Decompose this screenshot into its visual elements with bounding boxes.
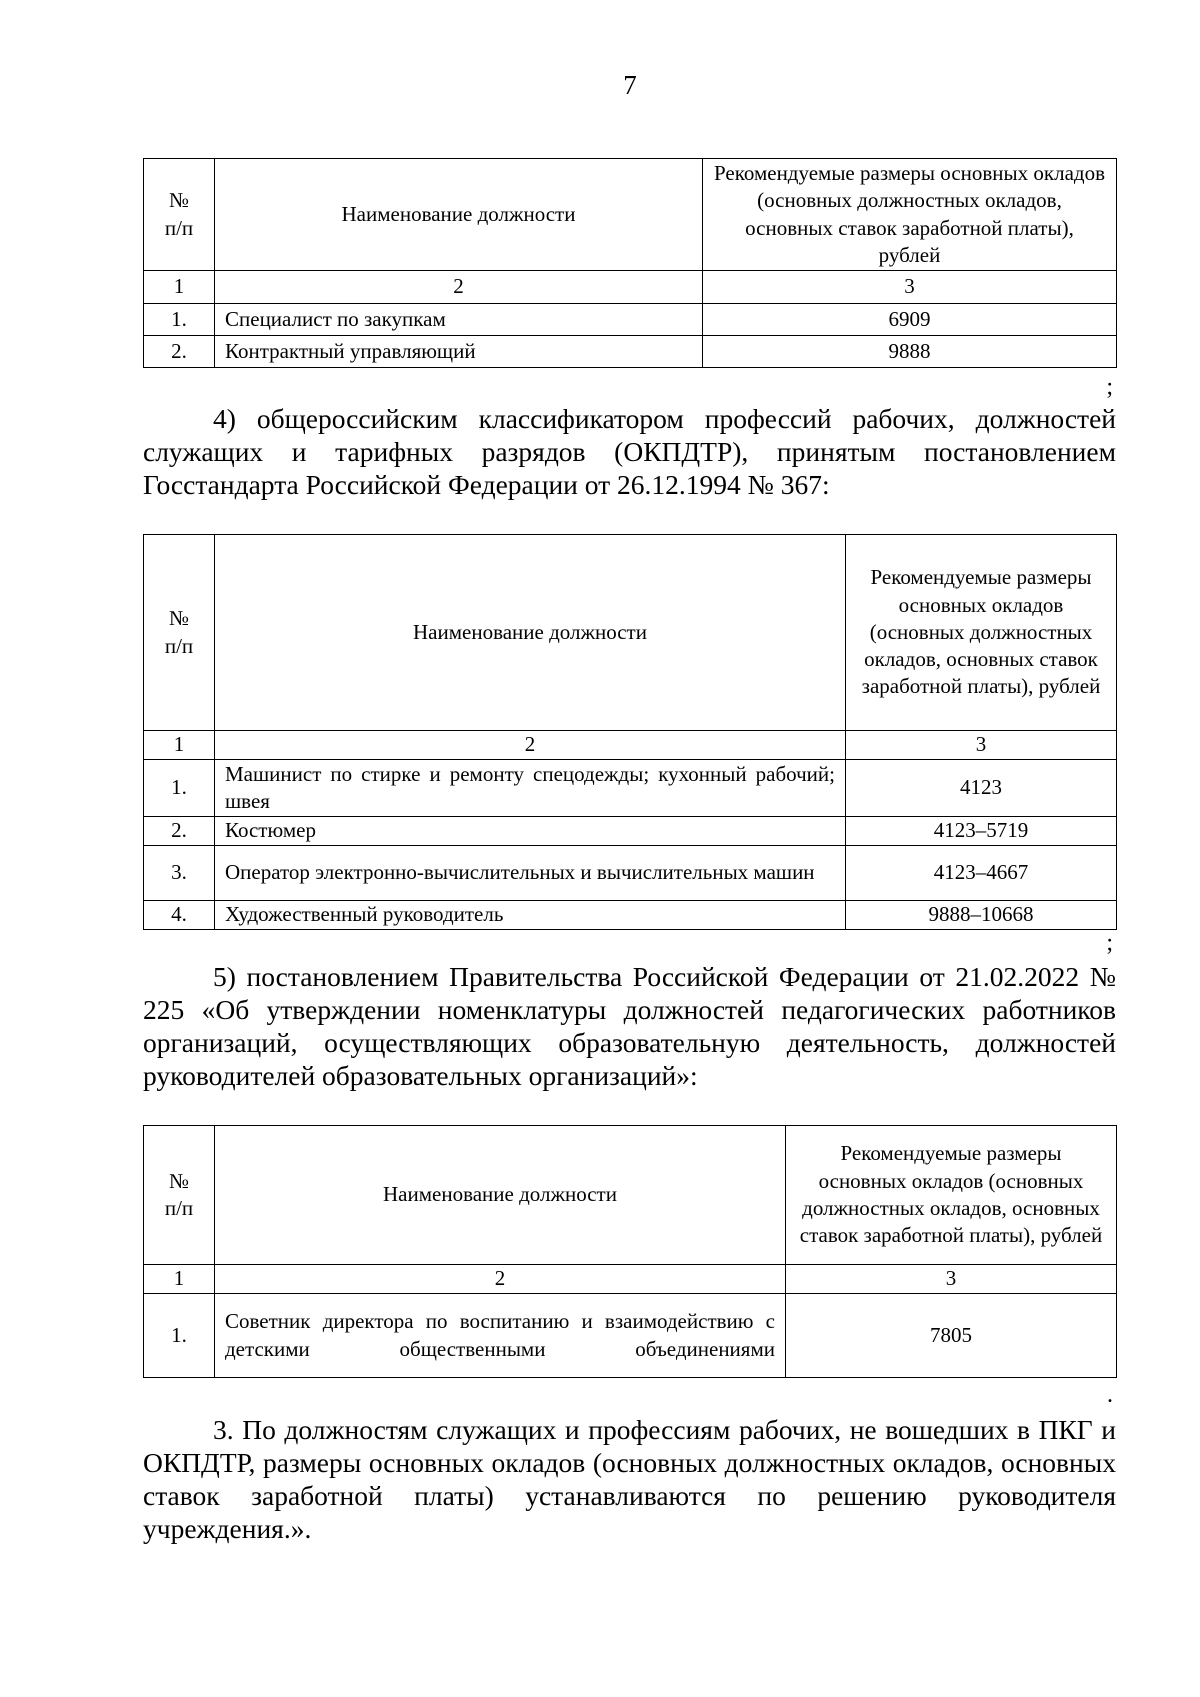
header-salary: Рекомендуемые размеры основных окладов (основных должностных окладов, основных ставок заработной платы), рублей bbox=[786, 1126, 1117, 1265]
row-position: Оператор электронно-вычислительных и вычислительных машин bbox=[215, 846, 846, 901]
table-row bbox=[144, 817, 1117, 846]
table-header-row bbox=[144, 1126, 1117, 1265]
row-num: 3. bbox=[144, 846, 215, 901]
paragraph-item-4: 4) общероссийским классификатором профессий рабочих, должностей служащих и тарифных разрядов (ОКПДТР), принятым постановлением Госстандарта Российской Федерации от 26.12.1994 № 367: bbox=[143, 403, 1116, 500]
row-position: Костюмер bbox=[215, 817, 846, 846]
table-header-row bbox=[144, 159, 1117, 271]
row-num: 1. bbox=[144, 1294, 215, 1378]
row-salary: 4123–5719 bbox=[846, 817, 1117, 846]
row-position: Художественный руководитель bbox=[215, 901, 846, 930]
row-num: 1. bbox=[144, 304, 215, 336]
row-position: Советник директора по воспитанию и взаимодействию с детскими общественными объединениями bbox=[215, 1294, 786, 1378]
table-end-punctuation: . bbox=[1107, 1382, 1113, 1408]
table-row bbox=[144, 336, 1117, 368]
row-num: 1. bbox=[144, 760, 215, 817]
row-salary: 9888 bbox=[703, 336, 1117, 368]
table-row bbox=[144, 304, 1117, 336]
table-row bbox=[144, 1294, 1117, 1378]
table-index-row bbox=[144, 731, 1117, 760]
header-position: Наименование должности bbox=[215, 535, 846, 731]
index-cell: 3 bbox=[703, 271, 1117, 304]
row-salary: 9888–10668 bbox=[846, 901, 1117, 930]
table-end-punctuation: ; bbox=[1106, 374, 1113, 400]
salary-table-pedagogical bbox=[143, 1125, 1117, 1378]
table-row bbox=[144, 901, 1117, 930]
table-index-row bbox=[144, 1265, 1117, 1294]
header-position: Наименование должности bbox=[215, 159, 703, 271]
index-cell: 2 bbox=[215, 731, 846, 760]
row-salary: 7805 bbox=[786, 1294, 1117, 1378]
salary-table-procurement bbox=[143, 158, 1117, 368]
index-cell: 1 bbox=[144, 1265, 215, 1294]
paragraph-item-3: 3. По должностям служащих и профессиям рабочих, не вошедших в ПКГ и ОКПДТР, размеры основных окладов (основных должностных окладов, основных ставок заработной платы) устанавливаются по решению руководителя учреждения.». bbox=[143, 1414, 1116, 1544]
index-cell: 3 bbox=[846, 731, 1117, 760]
header-num: № п/п bbox=[144, 535, 215, 731]
table-header-row bbox=[144, 535, 1117, 731]
header-salary: Рекомендуемые размеры основных окладов (основных должностных окладов, основных ставок заработной платы), рублей bbox=[703, 159, 1117, 271]
header-num: № п/п bbox=[144, 159, 215, 271]
table-index-row bbox=[144, 271, 1117, 304]
salary-table-okpdtr bbox=[143, 534, 1117, 930]
index-cell: 2 bbox=[215, 271, 703, 304]
row-salary: 4123–4667 bbox=[846, 846, 1117, 901]
row-position: Машинист по стирке и ремонту спецодежды; кухонный рабочий; швея bbox=[215, 760, 846, 817]
index-cell: 1 bbox=[144, 271, 215, 304]
header-position: Наименование должности bbox=[215, 1126, 786, 1265]
row-salary: 4123 bbox=[846, 760, 1117, 817]
row-num: 2. bbox=[144, 336, 215, 368]
table-row bbox=[144, 846, 1117, 901]
header-num: № п/п bbox=[144, 1126, 215, 1265]
table-end-punctuation: ; bbox=[1106, 930, 1113, 956]
page-number: 7 bbox=[623, 70, 637, 100]
row-position: Контрактный управляющий bbox=[215, 336, 703, 368]
index-cell: 3 bbox=[786, 1265, 1117, 1294]
index-cell: 2 bbox=[215, 1265, 786, 1294]
row-salary: 6909 bbox=[703, 304, 1117, 336]
index-cell: 1 bbox=[144, 731, 215, 760]
paragraph-item-5: 5) постановлением Правительства Российской Федерации от 21.02.2022 № 225 «Об утверждении номенклатуры должностей педагогических работников организаций, осуществляющих образовательную деятельность, должностей руководителей образовательных организаций»: bbox=[143, 961, 1116, 1091]
table-row bbox=[144, 760, 1117, 817]
row-position: Специалист по закупкам bbox=[215, 304, 703, 336]
row-num: 2. bbox=[144, 817, 215, 846]
row-num: 4. bbox=[144, 901, 215, 930]
header-salary: Рекомендуемые размеры основных окладов (основных должностных окладов, основных ставок заработной платы), рублей bbox=[846, 535, 1117, 731]
